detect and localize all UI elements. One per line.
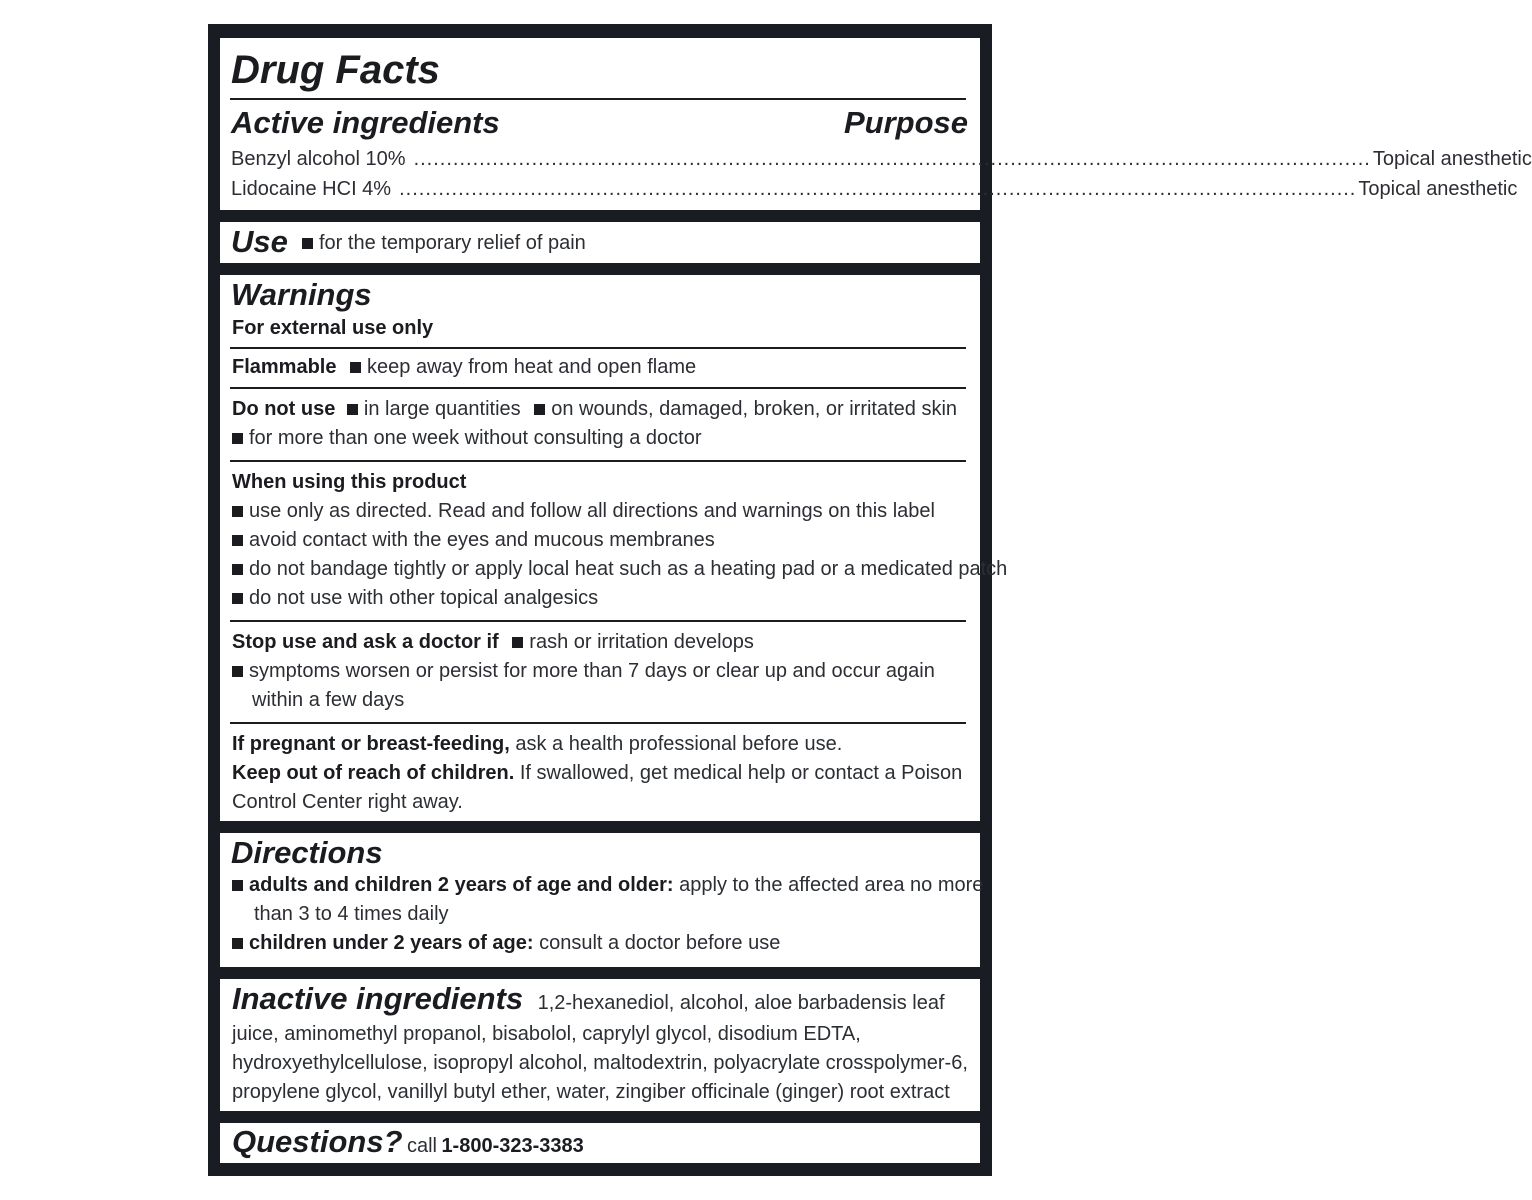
divider bbox=[230, 460, 966, 462]
do-not-use-line bbox=[232, 424, 701, 453]
when-using-item bbox=[232, 497, 935, 526]
leader-dots: .................................................................................................................................................. bbox=[413, 148, 1371, 170]
when-using-item bbox=[232, 584, 598, 613]
warnings-panel bbox=[220, 275, 1008, 821]
use-text: for the temporary relief of pain bbox=[319, 232, 586, 254]
bullet-square-icon bbox=[232, 433, 243, 444]
use-text-line bbox=[302, 229, 586, 258]
children-line bbox=[232, 788, 463, 817]
do-not-use-line bbox=[232, 395, 957, 424]
inactive-text: propylene glycol, vanillyl butyl ether, water, zingiber officinale (ginger) root extract bbox=[232, 1081, 950, 1103]
title-divider bbox=[230, 98, 966, 100]
flammable-line bbox=[232, 353, 696, 382]
when-using-label: When using this product bbox=[232, 471, 467, 493]
inactive-ingredients-heading: Inactive ingredients bbox=[232, 981, 524, 1016]
questions-phone bbox=[441, 1135, 583, 1157]
bullet-square-icon bbox=[534, 404, 545, 415]
bullet-square-icon bbox=[232, 535, 243, 546]
bullet-square-icon bbox=[232, 564, 243, 575]
divider bbox=[230, 347, 966, 349]
when-using-item-text: do not use with other topical analgesics bbox=[249, 587, 599, 609]
flammable-text: keep away from heat and open flame bbox=[367, 356, 697, 378]
inactive-first-line bbox=[232, 980, 945, 1018]
directions-item bbox=[232, 929, 780, 958]
do-not-use-label: Do not use bbox=[232, 398, 336, 420]
ingredient-name: Benzyl alcohol 10% bbox=[231, 148, 406, 170]
bullet-square-icon bbox=[232, 938, 243, 949]
bullet-square-icon bbox=[347, 404, 358, 415]
drug-facts-title: Drug Facts bbox=[231, 48, 440, 92]
when-using-item-text: avoid contact with the eyes and mucous membranes bbox=[249, 529, 715, 551]
inactive-text: juice, aminomethyl propanol, bisabolol, caprylyl glycol, disodium EDTA, bbox=[232, 1023, 861, 1045]
pregnant-text: ask a health professional before use. bbox=[515, 733, 843, 755]
directions-panel bbox=[220, 833, 984, 967]
children-line bbox=[232, 759, 962, 788]
divider bbox=[230, 620, 966, 622]
active-ingredients-heading: Active ingredients bbox=[231, 105, 500, 140]
external-use-label: For external use only bbox=[232, 317, 434, 339]
drug-facts-label bbox=[208, 24, 1532, 1176]
when-using-item bbox=[232, 526, 715, 555]
ingredient-row bbox=[231, 175, 1518, 204]
bullet-square-icon bbox=[350, 362, 361, 373]
pregnant-line bbox=[232, 730, 842, 759]
divider bbox=[230, 722, 966, 724]
bullet-square-icon bbox=[302, 238, 313, 249]
inactive-text: hydroxyethylcellulose, isopropyl alcohol, maltodextrin, polyacrylate crosspolymer-6, bbox=[232, 1052, 968, 1074]
divider bbox=[230, 387, 966, 389]
phone-number: 1-800-323-3383 bbox=[441, 1135, 584, 1157]
questions-call-text: call bbox=[406, 1135, 437, 1157]
do-not-use-item: in large quantities bbox=[363, 398, 521, 420]
pregnant-label: If pregnant or breast-feeding, bbox=[232, 733, 510, 755]
bullet-square-icon bbox=[232, 593, 243, 604]
ingredient-purpose: Topical anesthetic bbox=[1372, 148, 1532, 170]
stop-use-item-cont: within a few days bbox=[252, 689, 405, 711]
when-using-item-text: do not bandage tightly or apply local heat such as a heating pad or a medicated patch bbox=[249, 558, 1008, 580]
do-not-use-item: for more than one week without consulting a doctor bbox=[249, 427, 702, 449]
directions-adults-label: adults and children 2 years of age and older: bbox=[249, 874, 674, 896]
directions-children-text: consult a doctor before use bbox=[539, 932, 781, 954]
questions-heading: Questions? bbox=[232, 1124, 403, 1159]
stop-use-item: rash or irritation develops bbox=[529, 631, 754, 653]
children-label: Keep out of reach of children. bbox=[232, 762, 515, 784]
stop-use-line bbox=[252, 686, 404, 715]
when-using-item-text: use only as directed. Read and follow all directions and warnings on this label bbox=[249, 500, 935, 522]
stop-use-line bbox=[232, 628, 754, 657]
leader-dots: .................................................................................................................................................. bbox=[399, 178, 1357, 200]
stop-use-line bbox=[232, 657, 935, 686]
bullet-square-icon bbox=[512, 637, 523, 648]
do-not-use-item: on wounds, damaged, broken, or irritated skin bbox=[551, 398, 958, 420]
bullet-square-icon bbox=[232, 666, 243, 677]
questions-panel bbox=[220, 1123, 980, 1163]
ingredient-purpose: Topical anesthetic bbox=[1358, 178, 1518, 200]
external-use-text bbox=[232, 314, 433, 343]
when-using-heading bbox=[232, 468, 466, 497]
purpose-heading: Purpose bbox=[843, 105, 968, 140]
flammable-label: Flammable bbox=[232, 356, 337, 378]
children-text-cont: Control Center right away. bbox=[232, 791, 463, 813]
children-text: If swallowed, get medical help or contact a Poison bbox=[519, 762, 963, 784]
stop-use-label: Stop use and ask a doctor if bbox=[232, 631, 499, 653]
use-heading: Use bbox=[231, 224, 288, 259]
use-panel bbox=[220, 222, 980, 263]
active-ingredients-panel bbox=[220, 38, 1532, 210]
directions-item bbox=[232, 871, 983, 900]
ingredient-name: Lidocaine HCI 4% bbox=[231, 178, 392, 200]
inactive-text: 1,2-hexanediol, alcohol, aloe barbadensis leaf bbox=[537, 992, 945, 1014]
warnings-heading: Warnings bbox=[231, 277, 372, 312]
directions-item-cont bbox=[254, 900, 449, 929]
when-using-item bbox=[232, 555, 1007, 584]
stop-use-item: symptoms worsen or persist for more than 7 days or clear up and occur again bbox=[249, 660, 935, 682]
bullet-square-icon bbox=[232, 506, 243, 517]
ingredient-row bbox=[231, 145, 1532, 174]
directions-adults-text: apply to the affected area no more bbox=[679, 874, 984, 896]
inactive-ingredients-panel bbox=[220, 979, 980, 1111]
bullet-square-icon bbox=[232, 880, 243, 891]
directions-heading: Directions bbox=[231, 835, 383, 870]
directions-adults-text-cont: than 3 to 4 times daily bbox=[254, 903, 449, 925]
questions-line bbox=[232, 1123, 584, 1161]
directions-children-label: children under 2 years of age: bbox=[249, 932, 534, 954]
